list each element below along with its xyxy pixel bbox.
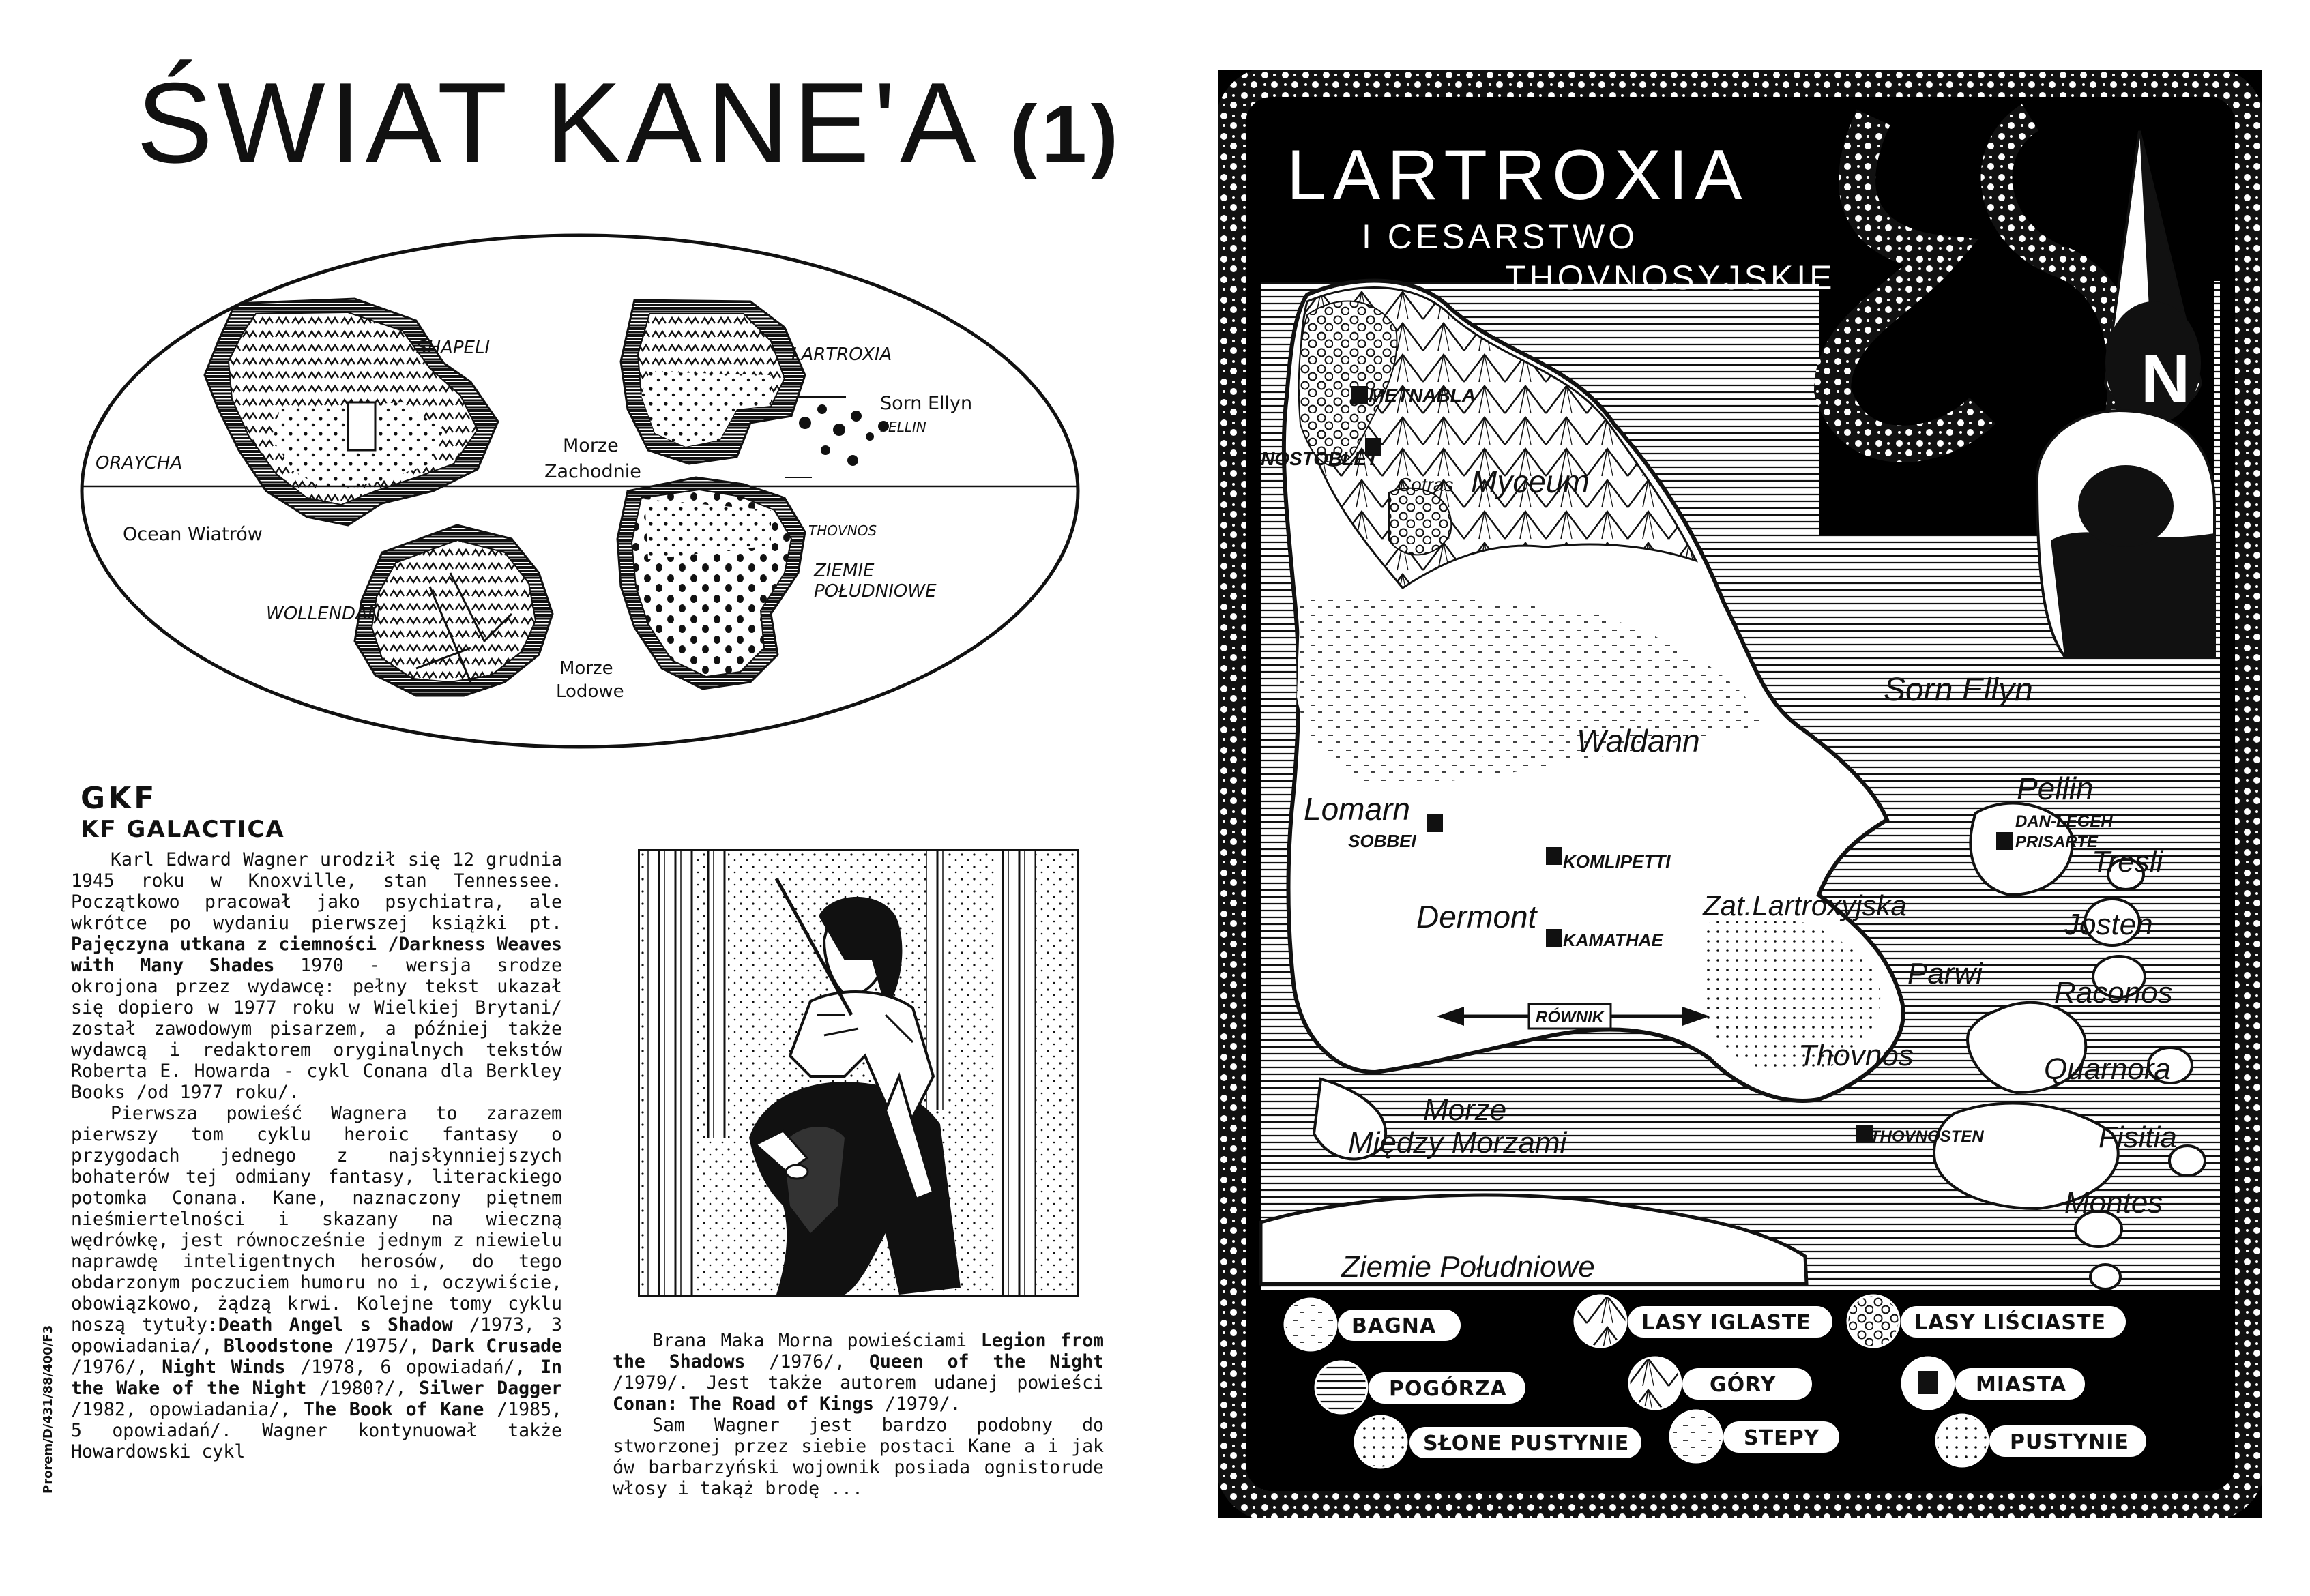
legend-pustynie-icon <box>1936 1415 1988 1466</box>
text-run: /1978, 6 opowiadań/, <box>285 1357 541 1378</box>
lartroxia-map-page <box>1218 70 2262 1518</box>
map-title-2: I CESARSTWO <box>1362 218 1639 256</box>
label-rownik: RÓWNIK <box>1536 1008 1604 1026</box>
legend-gory-icon <box>1629 1357 1681 1409</box>
legend-lasy-iglaste-icon <box>1575 1295 1626 1347</box>
label-morze-lodowe-2: Lodowe <box>556 681 624 702</box>
label-wollendan: WOLLENDAN <box>266 604 381 624</box>
place-myceum: Myceum <box>1471 464 1590 499</box>
label-ziemie-1: ZIEMIE <box>814 561 875 581</box>
place-raconos: Raconos <box>2054 976 2173 1009</box>
place-metnabla: METNABLA <box>1369 385 1476 406</box>
label-pellin: PELLIN <box>880 419 926 435</box>
legend-bagna-icon <box>1285 1299 1336 1350</box>
horseman-drawing <box>640 851 1077 1295</box>
legend-stepy: STEPY <box>1744 1426 1820 1450</box>
text-run: /1973, 3 opowiadania/, <box>71 1314 563 1357</box>
legend-pustynie: PUSTYNIE <box>2010 1430 2129 1454</box>
place-kamathae: KAMATHAE <box>1563 930 1663 950</box>
text-run: /1985, 5 opowiadań/. Wagner kontynuował także Howardowski cykl <box>71 1399 562 1462</box>
legend-slone-pustynie: SŁONE PUSTYNIE <box>1423 1432 1630 1455</box>
book-title: Silwer Dagger <box>419 1378 562 1399</box>
section-heading: GKF <box>81 781 158 816</box>
map-title-3: THOVNOSYJSKIE <box>1505 258 1836 297</box>
place-parwi: Parwi <box>1907 957 1983 990</box>
place-lomarn: Lomarn <box>1304 791 1410 827</box>
place-morze-2: Między Morzami <box>1348 1126 1567 1159</box>
legend-stepy-icon <box>1670 1410 1722 1462</box>
legend-gory: GÓRY <box>1710 1373 1777 1397</box>
text-run: Brana Maka Morna powieściami <box>652 1330 981 1351</box>
place-ziemie-poludniowe: Ziemie Południowe <box>1341 1250 1595 1284</box>
legend-lasy-lisciaste-icon <box>1847 1295 1899 1347</box>
book-title: Death Angel s Shadow <box>218 1314 453 1335</box>
book-title: Legion from the Shadows <box>613 1330 1104 1372</box>
book-title: Bloodstone <box>223 1335 333 1357</box>
page-title-main: ŚWIAT KANE'A <box>136 59 974 187</box>
place-tresli: Tresli <box>2092 845 2163 878</box>
place-zat-lartroxyjska: Zat.Lartroxyjska <box>1703 889 1907 921</box>
article-column-2 <box>613 1330 1104 1521</box>
place-waldann: Waldann <box>1577 723 1700 758</box>
text-run: /1979/. <box>873 1393 961 1415</box>
map-title-1: LARTROXIA <box>1287 136 1749 215</box>
article-paragraph <box>71 849 562 1103</box>
place-dermont: Dermont <box>1416 899 1537 934</box>
text-run: /1976/, <box>71 1357 162 1378</box>
book-title: Pajęczyna utkana z ciemności /Darkness Weaves with Many Shades <box>71 934 562 976</box>
label-thovnos: THOVNOS <box>808 522 877 539</box>
legend-lasy-lisciaste: LASY LIŚCIASTE <box>1914 1311 2106 1335</box>
place-cotras: Cotras <box>1397 474 1454 495</box>
place-thovnos: Thovnos <box>1798 1039 1914 1072</box>
text-run: Karl Edward Wagner urodził się 12 grudnia 1945 roku w Knoxville, stan Tennessee. Początkowo pracował jako psychiatra, ale wkrótce po wydaniu pierwszej książki pt. <box>71 849 562 934</box>
place-sorn-ellyn: Sorn Ellyn <box>1884 672 2033 708</box>
legend-pogorza-icon <box>1315 1361 1367 1413</box>
book-title: Dark Crusade <box>431 1335 562 1357</box>
legend-bagna: BAGNA <box>1351 1314 1437 1338</box>
text-run: Sam Wagner jest bardzo podobny do stworzonej przez siebie postaci Kane a i jak ów barbarzyński wojownik posiada ognistorude włosy i takąż brodę ... <box>613 1415 1104 1499</box>
place-morze-1: Morze <box>1423 1093 1507 1127</box>
text-run: /1975/, <box>332 1335 432 1357</box>
place-josten: Josten <box>2064 908 2153 941</box>
kane-illustration <box>638 849 1079 1297</box>
lartroxia-map <box>1218 70 2262 1518</box>
place-thovnosten: THOVNOSTEN <box>1870 1127 1984 1146</box>
place-sobbei: SOBBEI <box>1348 831 1416 851</box>
place-montes: Montes <box>2064 1186 2163 1220</box>
article-paragraph <box>613 1330 1104 1415</box>
text-run: /1982, opowiadania/, <box>71 1399 304 1420</box>
article-paragraph <box>613 1415 1104 1499</box>
text-run: /1976/, <box>745 1351 869 1372</box>
place-quarnora: Quarnora <box>2044 1052 2171 1086</box>
label-ziemie-2: POŁUDNIOWE <box>814 581 937 602</box>
book-title: Queen of the Night <box>868 1351 1104 1372</box>
book-title: The Book of Kane <box>304 1399 484 1420</box>
place-prisarte: PRISARTE <box>2015 833 2098 851</box>
place-dan-legeh: DAN-LEGEH <box>2015 812 2113 831</box>
label-oraycha: ORAYCHA <box>96 453 183 473</box>
page-title-part: (1) <box>1010 89 1122 180</box>
legend-lasy-iglaste: LASY IGLASTE <box>1641 1311 1811 1335</box>
page-title <box>136 59 1122 187</box>
book-title: Night Winds <box>162 1357 286 1378</box>
legend <box>1285 1295 2146 1468</box>
place-pellin: Pellin <box>2017 771 2094 806</box>
book-title: In the Wake of the Night <box>71 1357 562 1399</box>
world-map <box>61 205 1098 778</box>
text-run: 1970 - wersja srodze okrojona przez wydawcę: pełny tekst ukazał się dopiero w 1977 roku w Wielkiej Brytani/ został zawodowym pisarzem, a później także wydawcą i redaktorem oryginalnych tekstów Roberta E. Howarda - cykl Conana dla Berkley Books /od 1977 roku/. <box>71 955 562 1103</box>
section-subheading: KF GALACTICA <box>81 816 285 843</box>
compass-n: N <box>2141 341 2191 417</box>
label-sorn-ellyn: Sorn Ellyn <box>880 393 973 414</box>
place-komlipetti: KOMLIPETTI <box>1563 851 1671 872</box>
text-run: /1979/. Jest także autorem udanej powieści <box>613 1372 1104 1393</box>
label-morze-lodowe-1: Morze <box>559 658 613 679</box>
label-ocean-wiatrow: Ocean Wiatrów <box>123 524 263 545</box>
place-nostoblet: NOSTOBLET <box>1261 448 1379 469</box>
article-column-1 <box>71 849 562 1531</box>
book-title: Conan: The Road of Kings <box>613 1393 874 1415</box>
legend-miasta: MIASTA <box>1976 1373 2067 1397</box>
legend-slone-pustynie-icon <box>1355 1416 1407 1468</box>
article-paragraph <box>71 1103 562 1462</box>
label-lartroxia: LARTROXIA <box>791 344 892 365</box>
label-shapeli: SHAPELI <box>416 338 491 358</box>
label-morze-zachodnie-1: Morze <box>563 435 619 456</box>
print-code: Prorem/D/431/88/400/F3 <box>41 1325 55 1494</box>
label-morze-zachodnie-2: Zachodnie <box>544 461 641 482</box>
legend-pogorza: POGÓRZA <box>1389 1377 1507 1401</box>
text-run: Pierwsza powieść Wagnera to zarazem pierwszy tom cyklu heroic fantasy o przygodach jednego z najsłynniejszych bohaterów tej odmiany fantasy, literackiego potomka Conana. Kane, naznaczony piętnem nieśmiertelności i skazany na wieczną wędrówkę, jest równocześnie jednym z niewielu naprawdę inteligentnych herosów, do tego obdarzonym poczuciem humoru no i, oczywiście, obowiązkowo, żądzą krwi. Kolejne tomy cyklu noszą tytuły: <box>71 1103 562 1335</box>
place-fisitia: Fisitia <box>2099 1121 2177 1154</box>
text-run: /1980?/, <box>306 1378 420 1399</box>
